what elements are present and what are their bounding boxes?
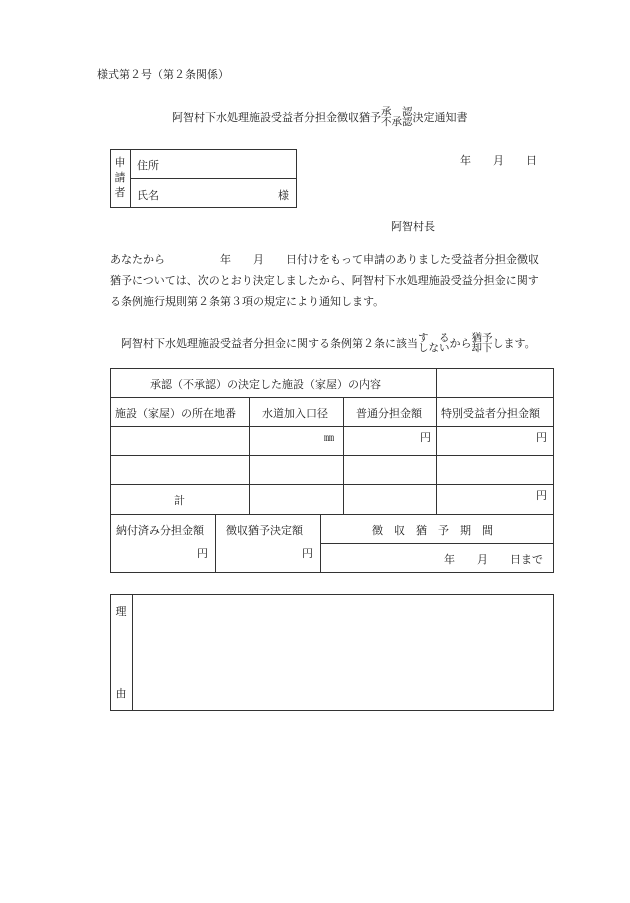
- applicant-header-char: 申: [114, 156, 126, 169]
- column-header: 普通分担金額: [356, 407, 422, 420]
- unit-yen: 円: [536, 489, 547, 502]
- deferral-period-label: 徴 収 猶 予 期 間: [372, 524, 493, 537]
- date-line: 年 月 日: [460, 154, 537, 167]
- clause-suffix: します。: [492, 337, 536, 350]
- deferral-amount-label: 徴収猶予決定額: [226, 524, 303, 537]
- unit-yen: 円: [420, 431, 431, 444]
- reason-box: [110, 594, 554, 711]
- clause-option-applies: す る: [418, 332, 450, 344]
- honorific: 様: [278, 189, 289, 202]
- form-number: 様式第２号（第２条関係）: [97, 68, 229, 81]
- total-label: 計: [174, 494, 185, 507]
- clause-option-reject: 却下: [471, 342, 493, 354]
- reason-label-char: 理: [115, 605, 127, 618]
- applicant-header-char: 請: [114, 171, 126, 184]
- document-title: [172, 104, 468, 130]
- title-choice-approve: 承 認: [381, 106, 413, 118]
- paid-label: 納付済み分担金額: [116, 524, 204, 537]
- body-line: あなたから 年 月 日付けをもって申請のありました受益者分担金徴収: [110, 253, 539, 266]
- unit-yen: 円: [536, 431, 547, 444]
- reason-label-char: 由: [115, 687, 127, 700]
- address-label: 住所: [137, 159, 159, 172]
- clause-option-defer: 猶予: [471, 332, 493, 344]
- clause-option-applicable: [418, 333, 450, 353]
- column-header: 水道加入口径: [262, 407, 328, 420]
- clause-mid: から: [449, 337, 472, 350]
- unit-yen: 円: [302, 547, 313, 560]
- section-header: 承認（不承認）の決定した施設（家屋）の内容: [150, 378, 381, 391]
- issuer: 阿智村長: [391, 220, 435, 233]
- column-header: 特別受益者分担金額: [441, 407, 540, 420]
- applicant-header-char: 者: [114, 186, 126, 199]
- clause-option-not-applies: しない: [418, 342, 450, 354]
- unit-mm: ㎜: [324, 433, 334, 444]
- period-value: 年 月 日まで: [444, 553, 543, 566]
- clause-prefix: 阿智村下水処理施設受益者分担金に関する条例第２条に該当: [121, 337, 418, 350]
- body-line: る条例施行規則第２条第３項の規定により通知します。: [110, 295, 385, 308]
- title-prefix: 阿智村下水処理施設受益者分担金徴収猶予: [172, 111, 381, 124]
- title-choice: [381, 107, 413, 127]
- clause: [121, 330, 536, 356]
- name-label: 氏名: [137, 189, 159, 202]
- title-suffix: 決定通知書: [412, 111, 468, 124]
- title-choice-disapprove: 不承認: [381, 116, 413, 128]
- column-header: 施設（家屋）の所在地番: [115, 407, 236, 420]
- unit-yen: 円: [197, 547, 208, 560]
- clause-option-decision: [472, 333, 493, 353]
- body-line: 猶予については、次のとおり決定しましたから、阿智村下水処理施設受益分担金に関す: [110, 274, 539, 287]
